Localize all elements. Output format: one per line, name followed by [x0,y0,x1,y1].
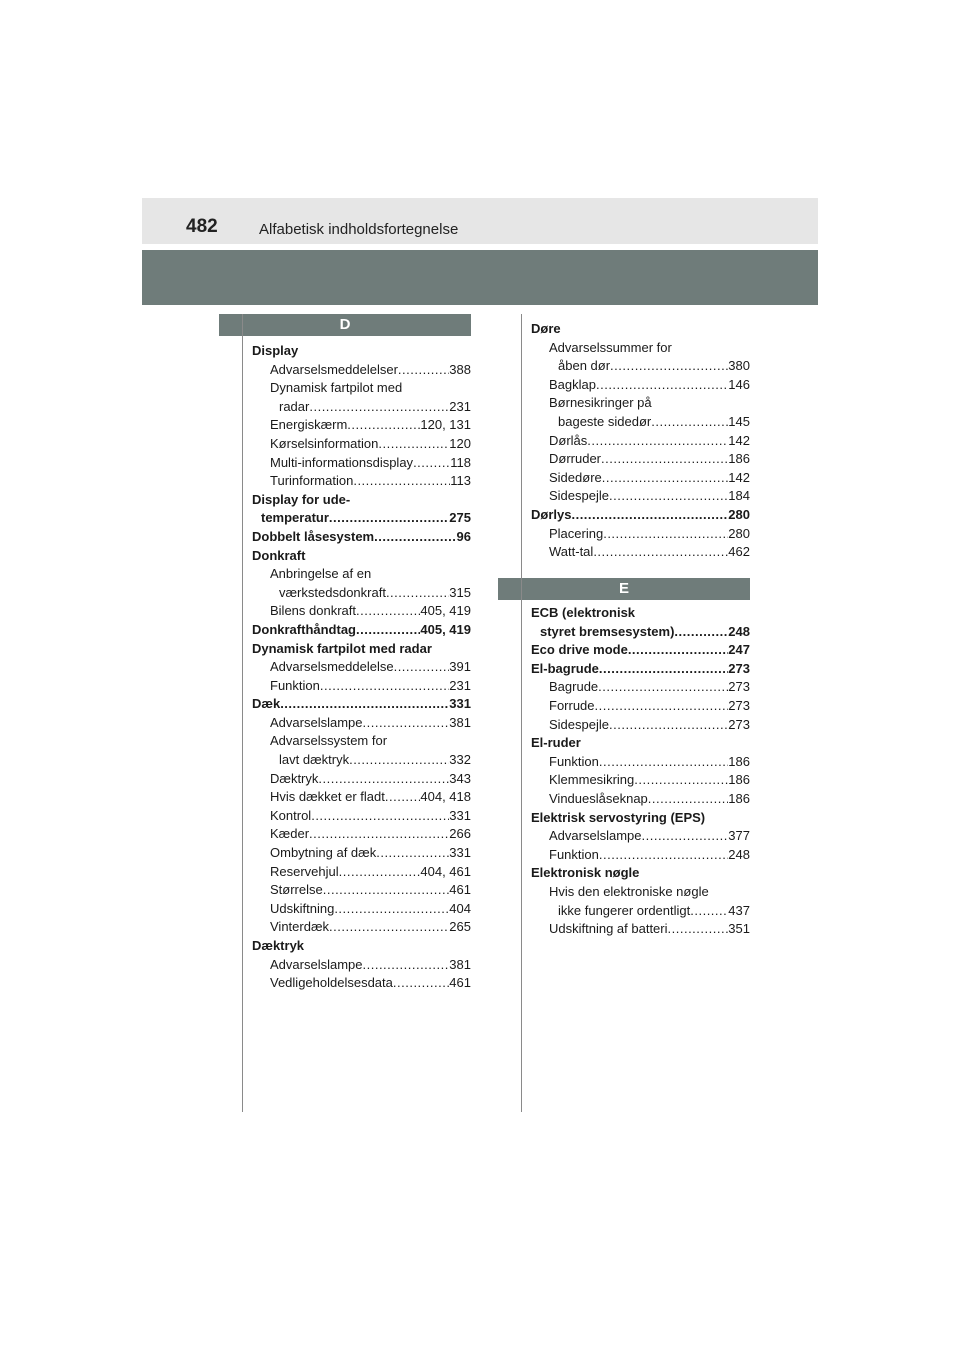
page-reference: 331 [449,845,471,861]
page-reference: 96 [456,528,471,544]
index-entry [252,770,471,789]
dot-leader [595,697,729,716]
page-reference: 380 [728,358,750,374]
index-entry: Dynamisk fartpilot med [270,380,403,396]
page-reference: 331 [449,696,471,712]
index-entry: Dæktryk [252,938,305,953]
entry-label: El-bagrude [531,660,599,676]
page-title: Alfabetisk indholdsfortegnelse [259,221,459,238]
dot-leader [599,846,728,865]
entry-label: lavt dæktryk [279,752,350,768]
page-reference: 146 [728,376,750,392]
index-column-left [252,342,471,993]
page-reference: 248 [728,846,750,862]
entry-label: Sidespejle [549,488,609,504]
entry-label: åben dør [558,358,611,374]
dot-leader [690,902,728,921]
index-entry [531,487,750,506]
dot-leader [599,660,728,679]
dot-leader [339,863,421,882]
entry-label: Advarselslampe [549,828,642,844]
dot-leader [668,920,729,939]
entry-label: Reservehjul [270,863,339,879]
page-reference: 461 [449,975,471,991]
page-reference: 405, 419 [420,621,471,637]
dot-leader [356,602,420,621]
entry-label: Turinformation [270,473,354,489]
index-entry [531,469,750,488]
entry-label: Ombytning af dæk [270,845,377,861]
index-entry: El-ruder [531,735,581,751]
index-entry: Anbringelse af en [270,566,372,582]
column-divider-left [242,314,243,1112]
entry-label: ikke fungerer ordentligt [558,902,691,918]
page-reference: 186 [728,790,750,806]
index-entry [531,641,750,660]
dot-leader [349,751,449,770]
section-header-e: E [498,578,750,600]
dot-leader [386,584,449,603]
page-reference: 113 [450,473,471,489]
index-entry [252,900,471,919]
page-reference: 332 [449,752,471,768]
page-reference: 404 [449,900,471,916]
index-entry: Døre [531,321,561,336]
entry-label: Placering [549,525,604,541]
dot-leader [571,506,728,525]
index-entry [531,753,750,772]
entry-label: Bagrude [549,679,599,695]
entry-label: radar [279,398,310,414]
page-reference: 247 [728,642,750,658]
page-reference: 405, 419 [420,603,471,619]
entry-label: Advarselslampe [270,956,363,972]
dot-leader [601,450,728,469]
index-entry [252,881,471,900]
dot-leader [599,753,728,772]
dot-leader [648,790,729,809]
dot-leader [363,714,450,733]
page-reference: 273 [728,679,750,695]
dot-leader [674,623,728,642]
entry-label: Multi-informationsdisplay [270,454,414,470]
index-entry: Hvis den elektroniske nøgle [549,883,709,899]
index-entry [531,771,750,790]
index-entry: ECB (elektronisk [531,605,636,620]
index-entry [252,974,471,993]
entry-label: Kontrol [270,807,312,823]
entry-label: Dobbelt låsesystem [252,528,375,544]
page-reference: 273 [728,716,750,732]
dot-leader [385,788,421,807]
dot-leader [628,641,728,660]
page-reference: 186 [728,753,750,769]
dot-leader [347,416,420,435]
page-reference: 120 [449,435,471,451]
index-entry [252,714,471,733]
entry-label: Vindueslåseknap [549,790,648,806]
column-divider-right [521,314,522,1112]
dot-leader [318,770,449,789]
index-entry [531,827,750,846]
entry-label: bageste sidedør [558,413,652,429]
dot-leader [398,361,449,380]
page-reference: 461 [449,882,471,898]
index-entry [531,357,750,376]
entry-label: Watt-tal [549,544,594,560]
dot-leader [374,528,456,547]
dot-leader [413,454,450,473]
entry-label: Dæk [252,696,281,712]
page-reference: 381 [449,956,471,972]
page-reference: 388 [449,361,471,377]
entry-label: Sidedøre [549,469,602,485]
index-entry: Display for ude- [252,491,351,507]
entry-label: Vinterdæk [270,919,330,935]
index-entry [252,435,471,454]
dot-leader [376,844,449,863]
index-entry [252,677,471,696]
index-entry: Advarselssummer for [549,339,672,355]
entry-label: Vedligeholdelsesdata [270,975,393,991]
page-reference: 186 [728,772,750,788]
index-entry [531,902,750,921]
dot-leader [378,435,449,454]
index-entry [252,472,471,491]
entry-label: temperatur [261,510,329,526]
index-entry [252,398,471,417]
page-reference: 273 [728,660,750,676]
page-reference: 462 [728,544,750,560]
index-entry [252,807,471,826]
page-reference: 331 [449,807,471,823]
dot-leader [309,398,449,417]
page-reference: 280 [728,525,750,541]
index-entry: Donkraft [252,547,306,563]
index-entry [252,825,471,844]
entry-label: Advarselsmeddelelser [270,361,398,377]
page-reference: 184 [728,488,750,504]
dot-leader [394,658,450,677]
index-entry [252,751,471,770]
entry-label: Eco drive mode [531,642,628,658]
dot-leader [323,881,450,900]
page-reference: 404, 461 [420,863,471,879]
index-entry [252,416,471,435]
entry-label: Funktion [549,846,599,862]
page-reference: 266 [449,826,471,842]
index-entry [531,846,750,865]
entry-label: Forrude [549,697,595,713]
dot-leader [603,525,728,544]
index-entry: Advarselssystem for [270,733,388,749]
index-entry [531,790,750,809]
page-reference: 118 [450,454,471,470]
entry-label: Klemmesikring [549,772,635,788]
page-reference: 381 [449,714,471,730]
dot-leader [609,487,728,506]
page-reference: 142 [728,469,750,485]
index-entry [252,918,471,937]
index-entry [252,956,471,975]
page-reference: 231 [449,677,471,693]
dot-leader [334,900,449,919]
entry-label: Udskiftning [270,900,335,916]
index-entry [252,602,471,621]
page-reference: 273 [728,697,750,713]
index-entry [531,525,750,544]
entry-label: Donkrafthåndtag [252,621,356,637]
page-reference: 437 [728,902,750,918]
index-entry [531,660,750,679]
index-entry [531,376,750,395]
index-entry [252,788,471,807]
index-entry [252,863,471,882]
index-entry: Børnesikringer på [549,395,652,411]
entry-label: Advarselslampe [270,714,363,730]
index-entry [531,432,750,451]
dot-leader [602,469,729,488]
dot-leader [610,357,728,376]
page-reference: 248 [728,623,750,639]
index-entry: Display [252,343,299,358]
entry-label: Størrelse [270,882,323,898]
page-reference: 404, 418 [420,789,471,805]
page-reference: 391 [449,659,471,675]
entry-label: Bagklap [549,376,596,392]
dot-leader [596,376,728,395]
index-entry [252,621,471,640]
entry-label: Dørruder [549,451,602,467]
dot-leader [363,956,450,975]
index-entry [531,697,750,716]
index-column-right-e [531,604,750,939]
entry-label: Kørselsinformation [270,435,379,451]
index-entry: Elektrisk servostyring (EPS) [531,809,706,825]
entry-label: Hvis dækket er fladt [270,789,385,805]
page-reference: 142 [728,432,750,448]
dot-leader [651,413,728,432]
entry-label: Dørlys [531,506,572,522]
index-entry [531,623,750,642]
index-entry [252,658,471,677]
entry-label: Advarselsmeddelelse [270,659,394,675]
index-entry [252,584,471,603]
index-entry [252,361,471,380]
index-entry [531,920,750,939]
dot-leader [642,827,729,846]
index-entry: Dynamisk fartpilot med radar [252,640,432,656]
index-entry [252,528,471,547]
entry-label: Dæktryk [270,770,319,786]
dot-leader [329,509,449,528]
entry-label: styret bremsesystem) [540,623,675,639]
dot-leader [634,771,728,790]
page-number: 482 [186,216,218,237]
header-top-bar [142,198,818,244]
page-reference: 186 [728,451,750,467]
dot-leader [353,472,450,491]
entry-label: Energiskærm [270,417,348,433]
index-entry [531,450,750,469]
dot-leader [587,432,728,451]
index-entry [531,506,750,525]
dot-leader [320,677,449,696]
entry-label: Funktion [549,753,599,769]
dot-leader [356,621,420,640]
dot-leader [311,807,449,826]
section-header-d: D [219,314,471,336]
dot-leader [598,678,728,697]
page-reference: 351 [728,921,750,937]
entry-label: Kæder [270,826,310,842]
index-column-right-d [531,320,750,562]
entry-label: Sidespejle [549,716,609,732]
page-reference: 315 [449,584,471,600]
page-reference: 265 [449,919,471,935]
header-band [142,250,818,305]
index-entry [252,454,471,473]
index-entry [252,695,471,714]
entry-label: Udskiftning af batteri [549,921,668,937]
entry-label: Bilens donkraft [270,603,356,619]
dot-leader [309,825,449,844]
page-reference: 343 [449,770,471,786]
entry-label: Dørlås [549,432,588,448]
dot-leader [609,716,728,735]
index-entry [531,543,750,562]
index-entry [252,844,471,863]
index-entry [252,509,471,528]
dot-leader [329,918,449,937]
page-reference: 231 [449,398,471,414]
dot-leader [593,543,728,562]
index-entry [531,678,750,697]
index-entry [531,413,750,432]
dot-leader [280,695,449,714]
page-reference: 120, 131 [420,417,471,433]
page-reference: 145 [728,413,750,429]
entry-label: Funktion [270,677,320,693]
page-reference: 377 [728,828,750,844]
dot-leader [393,974,449,993]
page-reference: 280 [728,506,750,522]
page-reference: 275 [449,510,471,526]
index-entry [531,716,750,735]
entry-label: værkstedsdonkraft [279,584,386,600]
index-entry: Elektronisk nøgle [531,865,640,881]
